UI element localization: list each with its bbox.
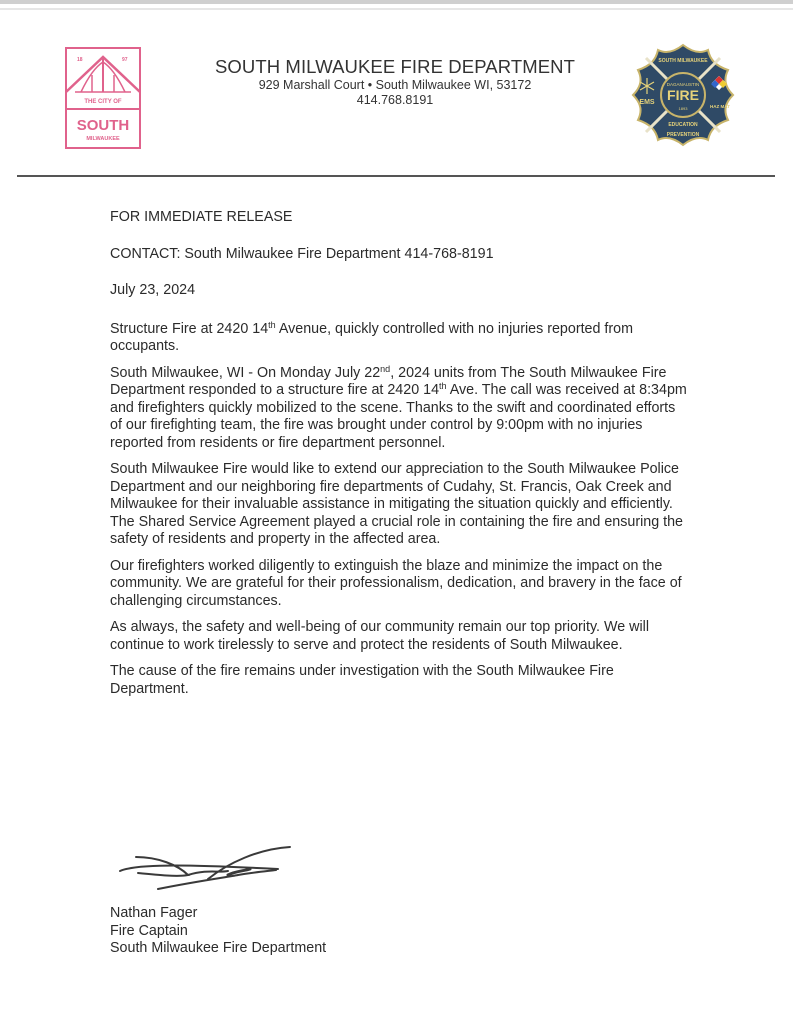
press-release-body [110,209,690,707]
signer-title: Fire Captain [110,922,188,939]
scan-edge-line [0,8,793,10]
city-logo-year-right: 97 [122,57,128,63]
city-logo-line3: MILWAUKEE [86,136,120,142]
signer-organization: South Milwaukee Fire Department [110,940,327,956]
city-of-south-milwaukee-logo [65,47,141,149]
badge-fire-text: FIRE [667,87,699,103]
letterhead [180,57,610,108]
badge-top-text: SOUTH MILWAUKEE [658,58,708,64]
release-label: FOR IMMEDIATE RELEASE [110,209,293,225]
badge-bottom1-text: EDUCATION [668,122,698,128]
incident-text-a: South Milwaukee, WI - On Monday July 22 [110,364,381,381]
contact-line: CONTACT: South Milwaukee Fire Department 414-768-8191 [110,245,494,262]
city-logo-line1: THE CITY OF [84,99,122,105]
paragraph-firefighters: Our firefighters worked diligently to extinguish the blaze and minimize the impact on the community. We are grateful for their professionalism, dedication, and bravery in the face of challenging circumstances. [110,557,682,609]
incident-ordinal-2: th [439,381,447,391]
release-date: July 23, 2024 [110,282,196,298]
headline-text-b: Avenue, quickly controlled with no injuries reported from occupants. [110,320,634,354]
city-logo-line2: SOUTH [76,117,130,134]
badge-bottom2-text: PREVENTION [666,132,700,138]
paragraph-incident [110,365,690,453]
incident-text-c: Ave. The call was received at 8:34pm and firefighters quickly mobilized to the scene. Thanks to the swift and coordinated efforts of our firefighting team, the fire was brought under control by 9:00pm with no injuries reported from residents or fire department personnel. [110,382,687,451]
city-logo-year-left: 18 [77,57,83,63]
signature-block [110,905,326,958]
signer-name: Nathan Fager [110,905,198,921]
headline-text-a: Structure Fire at 2420 14 [110,320,269,337]
badge-left-text: EMS [639,99,655,106]
headline [110,321,690,356]
badge-year-text: 1893 [678,106,688,111]
paragraph-priority: As always, the safety and well-being of our community remain our top priority. We will continue to work tirelessly to serve and protect the residents of South Milwaukee. [110,619,650,653]
header-divider [17,175,775,177]
organization-phone: 414.768.8191 [356,93,434,107]
headline-ordinal: th [268,319,276,330]
fire-department-badge [630,42,736,148]
organization-name: SOUTH MILWAUKEE FIRE DEPARTMENT [214,56,576,77]
paragraph-investigation: The cause of the fire remains under investigation with the South Milwaukee Fire Department. [110,663,614,697]
badge-ring-text: DAGANAUSTIN [666,82,700,87]
incident-ordinal-1: nd [380,363,391,374]
signature [118,843,298,893]
organization-address: 929 Marshall Court • South Milwaukee WI, 53172 [258,78,532,92]
badge-right-text: HAZ MAT [710,104,730,109]
incident-text-b: , 2024 units from The South Milwaukee Fire Department responded to a structure fire at 2420 14 [110,364,667,398]
paragraph-appreciation: South Milwaukee Fire would like to extend our appreciation to the South Milwaukee Police Department and our neighboring fire departments of Cudahy, St. Francis, Oak Creek and Milwaukee for their invaluable assistance in mitigating the situation quickly and efficiently. The Shared Service Agreement played a crucial role in containing the fire and ensuring the safety of residents and property in the affected area. [110,461,684,547]
scan-edge [0,0,793,4]
